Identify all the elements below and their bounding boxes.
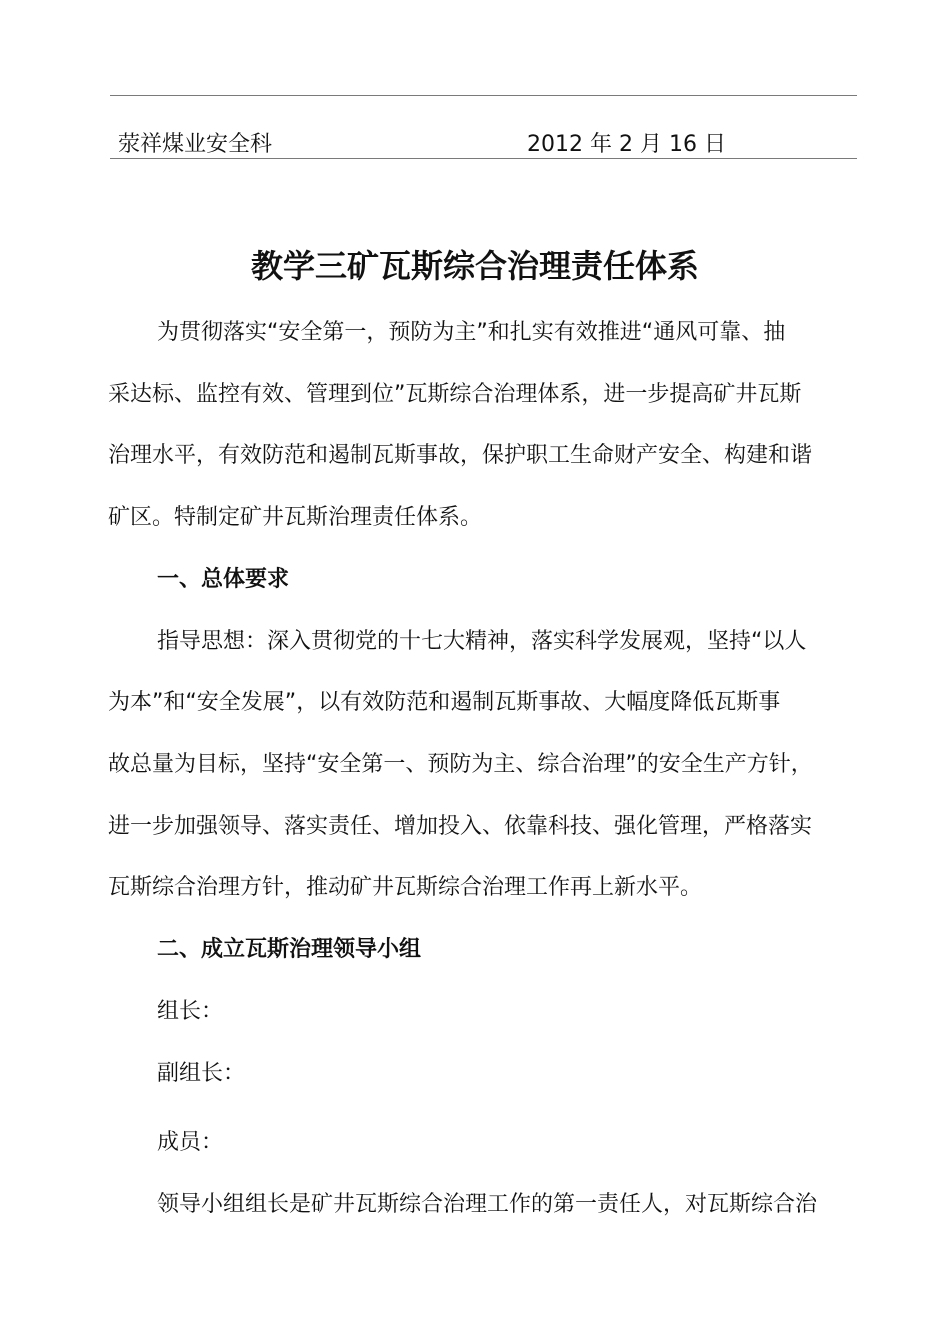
intro-line-3: 治理水平，有效防范和遏制瓦斯事故，保护职工生命财产安全、构建和谐 bbox=[108, 443, 813, 468]
header-date: 2012 年 2 月 16 日 bbox=[527, 132, 726, 157]
intro-line-1: 为贯彻落实“安全第一，预防为主”和扎实有效推进“通风可靠、抽 bbox=[157, 320, 786, 345]
members-label: 成员： bbox=[157, 1130, 224, 1155]
intro-line-2: 采达标、监控有效、管理到位”瓦斯综合治理体系，进一步提高矿井瓦斯 bbox=[108, 382, 802, 407]
header-rule bbox=[110, 158, 857, 159]
section-2-heading: 二、成立瓦斯治理领导小组 bbox=[157, 937, 422, 962]
section-1-line-1: 指导思想：深入贯彻党的十七大精神，落实科学发展观，坚持“以人 bbox=[157, 629, 807, 654]
header-organization: 荥祥煤业安全科 bbox=[118, 132, 273, 157]
section-1-heading: 一、总体要求 bbox=[157, 567, 290, 592]
closing-line: 领导小组组长是矿井瓦斯综合治理工作的第一责任人，对瓦斯综合治 bbox=[157, 1192, 818, 1217]
top-rule bbox=[110, 95, 857, 96]
section-1-line-5: 瓦斯综合治理方针，推动矿井瓦斯综合治理工作再上新水平。 bbox=[108, 875, 703, 900]
section-1-line-2: 为本”和“安全发展”，以有效防范和遏制瓦斯事故、大幅度降低瓦斯事 bbox=[108, 690, 781, 715]
deputy-leader-label: 副组长： bbox=[157, 1061, 246, 1086]
intro-line-4: 矿区。特制定矿井瓦斯治理责任体系。 bbox=[108, 505, 483, 530]
document-title: 教学三矿瓦斯综合治理责任体系 bbox=[250, 247, 699, 285]
leader-label: 组长： bbox=[157, 999, 224, 1024]
section-1-line-3: 故总量为目标，坚持“安全第一、预防为主、综合治理”的安全生产方针， bbox=[108, 752, 813, 777]
section-1-line-4: 进一步加强领导、落实责任、增加投入、依靠科技、强化管理，严格落实 bbox=[108, 814, 813, 839]
